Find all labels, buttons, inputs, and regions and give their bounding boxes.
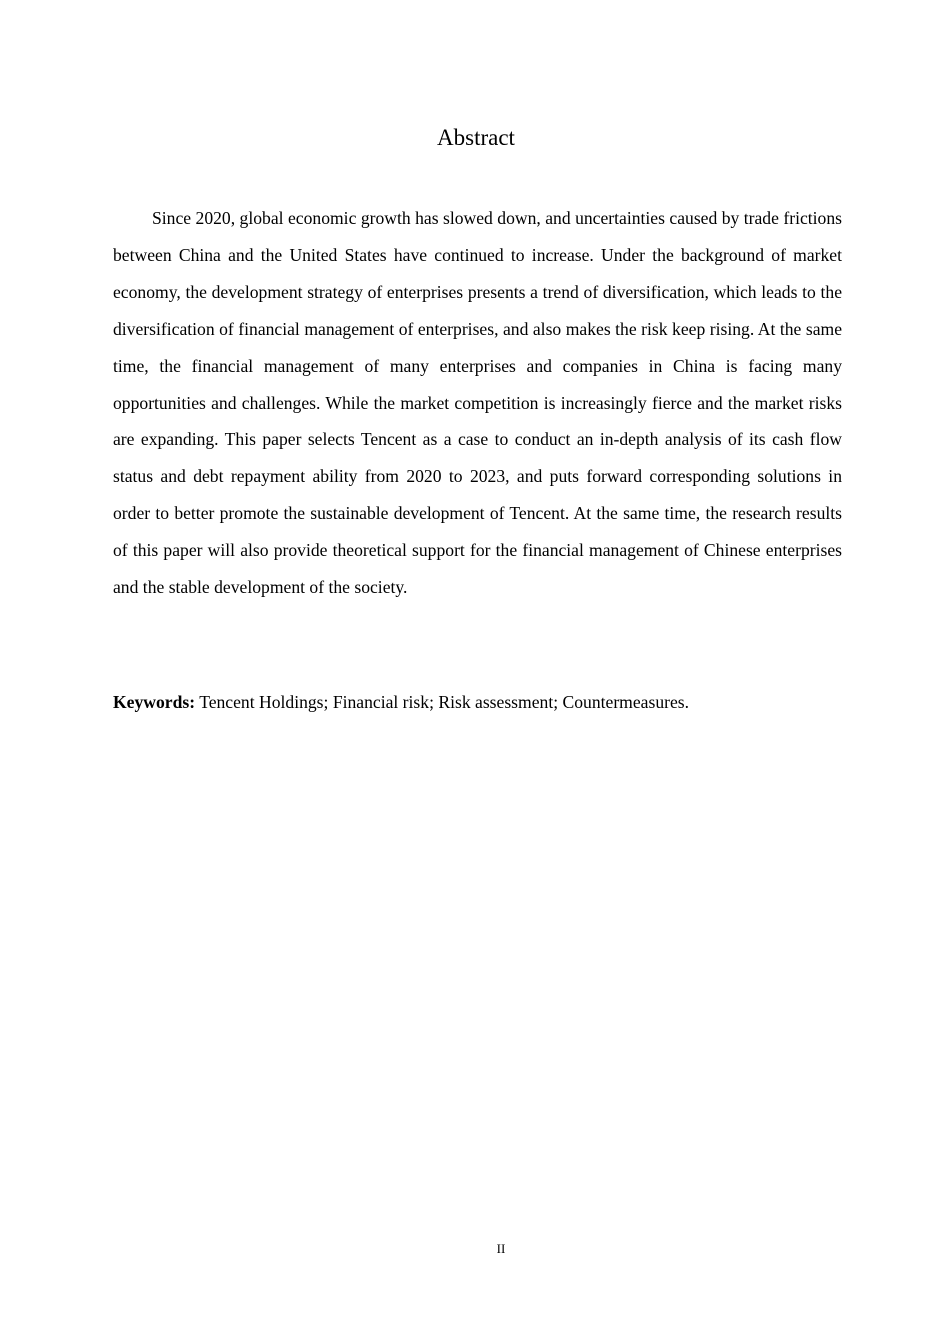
keywords-label: Keywords:: [113, 692, 196, 712]
keywords-line: [113, 684, 842, 720]
abstract-title: Abstract: [437, 125, 515, 150]
keywords-list: Tencent Holdings; Financial risk; Risk assessment; Countermeasures.: [199, 692, 690, 712]
page-number: II: [496, 1241, 506, 1256]
abstract-body: Since 2020, global economic growth has slowed down, and uncertainties caused by trade frictions between China and the United States have continued to increase. Under the background of market economy, the development strategy of enterprises presents a trend of diversification, which leads to the diversification of financial management of enterprises, and also makes the risk keep rising. At the same time, the financial management of many enterprises and companies in China is facing many opportunities and challenges. While the market competition is increasingly fierce and the market risks are expanding. This paper selects Tencent as a case to conduct an in-depth analysis of its cash flow status and debt repayment ability from 2020 to 2023, and puts forward corresponding solutions in order to better promote the sustainable development of Tencent. At the same time, the research results of this paper will also provide theoretical support for the financial management of Chinese enterprises and the stable development of the society.: [113, 208, 842, 598]
